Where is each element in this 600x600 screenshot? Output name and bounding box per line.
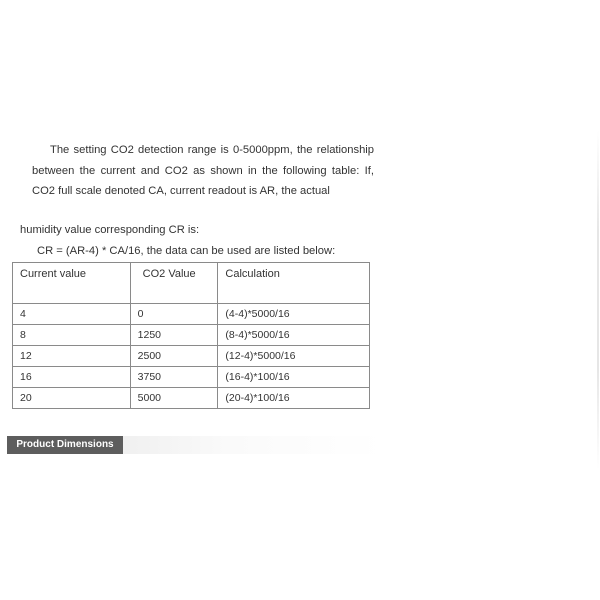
cell-calculation: (20-4)*100/16 — [218, 388, 370, 409]
cell-co2: 1250 — [130, 325, 218, 346]
humidity-line: humidity value corresponding CR is: — [20, 224, 200, 236]
cell-current: 12 — [13, 346, 131, 367]
intro-paragraph: The setting CO2 detection range is 0-5000ppm, the relationship between the current and CO2 as shown in the following table: If, CO2 full scale denoted CA, current readout is AR, the actual — [32, 144, 374, 197]
cell-calculation: (12-4)*5000/16 — [218, 346, 370, 367]
table-row — [13, 304, 370, 325]
cell-co2: 2500 — [130, 346, 218, 367]
table-row — [13, 325, 370, 346]
table-row — [13, 388, 370, 409]
table-header-row — [13, 263, 370, 304]
cell-current: 4 — [13, 304, 131, 325]
header-calculation: Calculation — [218, 263, 370, 304]
cell-co2: 5000 — [130, 388, 218, 409]
table-row — [13, 346, 370, 367]
product-dimensions-label: Product Dimensions — [16, 439, 114, 450]
current-co2-table — [12, 262, 370, 409]
header-co2-value: CO2 Value — [130, 263, 218, 304]
cell-current: 8 — [13, 325, 131, 346]
cell-calculation: (8-4)*5000/16 — [218, 325, 370, 346]
cell-co2: 0 — [130, 304, 218, 325]
page-edge-divider — [597, 130, 599, 470]
cell-co2: 3750 — [130, 367, 218, 388]
cell-current: 16 — [13, 367, 131, 388]
header-current-value: Current value — [13, 263, 131, 304]
cell-calculation: (16-4)*100/16 — [218, 367, 370, 388]
product-dimensions-header — [7, 436, 123, 454]
formula-line: CR = (AR-4) * CA/16, the data can be used are listed below: — [37, 245, 336, 257]
section-divider — [123, 436, 383, 454]
cell-calculation: (4-4)*5000/16 — [218, 304, 370, 325]
cell-current: 20 — [13, 388, 131, 409]
table-row — [13, 367, 370, 388]
